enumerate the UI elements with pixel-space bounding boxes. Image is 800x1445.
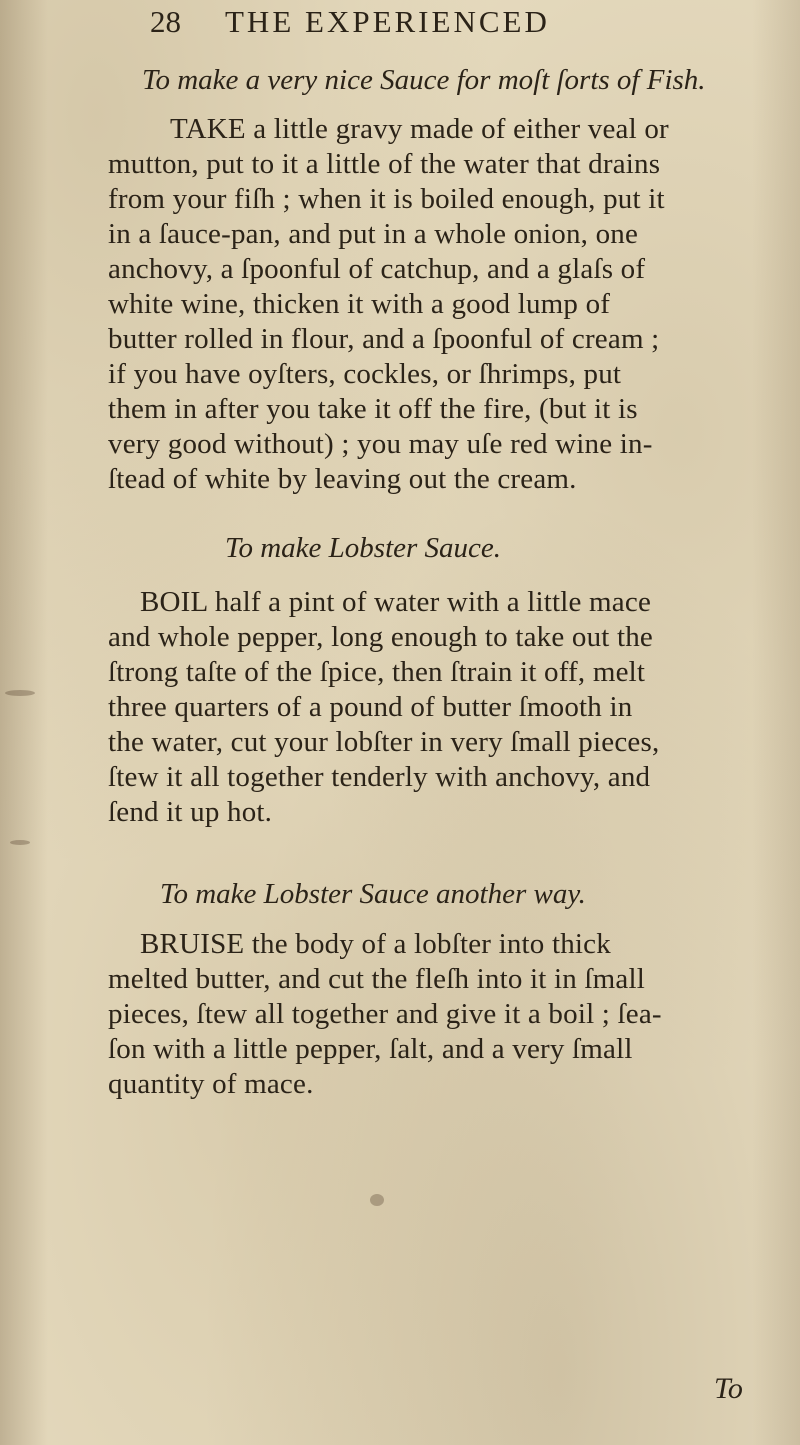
recipe-line: BRUISE the body of a lobſter into thick xyxy=(140,928,611,960)
recipe-line: if you have oyſters, cockles, or ſhrimps, put xyxy=(108,358,622,390)
page-number: 28 xyxy=(150,4,181,39)
recipe-line: quantity of mace. xyxy=(108,1068,314,1100)
ink-stain xyxy=(370,1194,384,1206)
recipe-line: ſtew it all together tenderly with anchovy, and xyxy=(108,761,651,793)
recipe-line: ſon with a little pepper, ſalt, and a very ſmall xyxy=(108,1033,633,1065)
recipe-line: three quarters of a pound of butter ſmooth in xyxy=(108,691,633,723)
recipe-line: ſtead of white by leaving out the cream. xyxy=(108,463,577,495)
recipe-line: pieces, ſtew all together and give it a boil ; ſea- xyxy=(108,998,662,1030)
running-head: THE EXPERIENCED xyxy=(225,4,550,39)
recipe-line: white wine, thicken it with a good lump of xyxy=(108,288,611,320)
recipe-line: TAKE a little gravy made of either veal or xyxy=(170,113,669,145)
recipe-line: the water, cut your lobſter in very ſmall pieces, xyxy=(108,726,660,758)
recipe-line: in a ſauce-pan, and put in a whole onion, one xyxy=(108,218,639,250)
recipe-line: mutton, put to it a little of the water that drains xyxy=(108,148,661,180)
recipe-title-fish-sauce: To make a very nice Sauce for moſt ſorts of Fish. xyxy=(142,64,706,96)
recipe-line: and whole pepper, long enough to take out the xyxy=(108,621,654,653)
recipe-line: butter rolled in flour, and a ſpoonful of cream ; xyxy=(108,323,660,355)
ink-stain xyxy=(10,840,30,845)
recipe-line: ſend it up hot. xyxy=(108,796,273,828)
recipe-line: ſtrong taſte of the ſpice, then ſtrain it off, melt xyxy=(108,656,646,688)
recipe-line: melted butter, and cut the fleſh into it in ſmall xyxy=(108,963,645,995)
recipe-line: very good without) ; you may uſe red wine in- xyxy=(108,428,653,460)
recipe-line: anchovy, a ſpoonful of catchup, and a glaſs of xyxy=(108,253,646,285)
catchword: To xyxy=(714,1372,743,1405)
recipe-line: from your fiſh ; when it is boiled enough, put it xyxy=(108,183,665,215)
recipe-line: them in after you take it off the fire, (but it is xyxy=(108,393,638,425)
recipe-line: BOIL half a pint of water with a little mace xyxy=(140,586,652,618)
recipe-title-lobster-sauce: To make Lobster Sauce. xyxy=(225,532,502,564)
ink-stain xyxy=(5,690,35,696)
recipe-title-lobster-sauce-another-way: To make Lobster Sauce another way. xyxy=(160,878,586,910)
